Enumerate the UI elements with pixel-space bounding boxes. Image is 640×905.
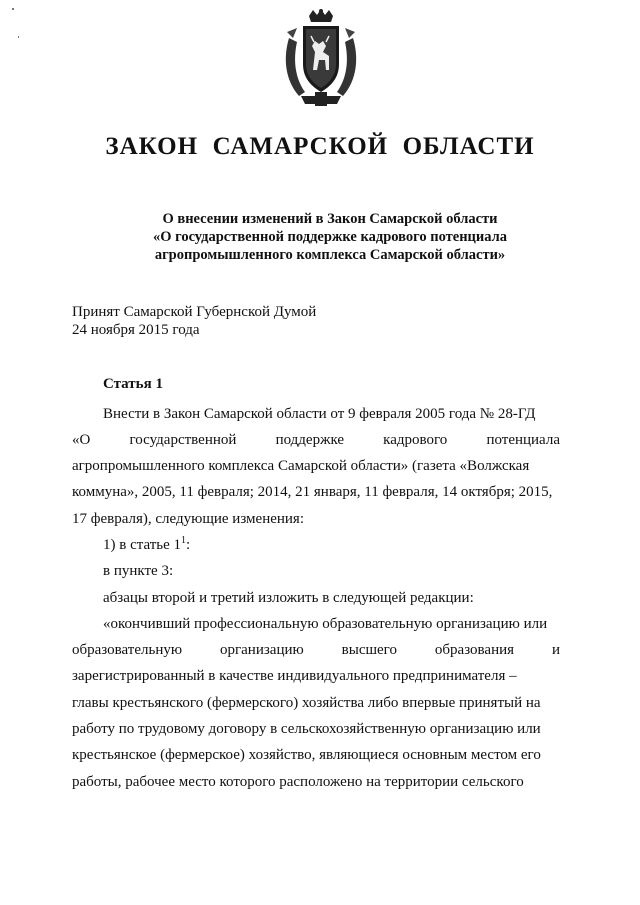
text-line: главы крестьянского (фермерского) хозяйства либо впервые принятый на [72,695,541,711]
text-line-justified [72,641,560,659]
text-line: коммуна», 2005, 11 февраля; 2014, 21 января, 11 февраля, 14 октября; 2015, [72,484,553,500]
text-line: работы, рабочее место которого расположено на территории сельского [72,774,524,790]
scan-speck [18,36,19,38]
text-line: 17 февраля), следующие изменения: [72,511,305,527]
word: организацию [220,642,304,658]
coat-of-arms-emblem [279,8,363,108]
word: образовательную [72,642,183,658]
word: высшего [341,642,397,658]
text-line: абзацы второй и третий изложить в следующей редакции: [103,590,474,606]
subtitle-line: агропромышленного комплекса Самарской области» [154,247,506,263]
text-line-justified [72,431,560,449]
adoption-info [72,303,316,339]
list-item [103,536,190,554]
item-superscript: 1 [181,535,187,546]
text-line: крестьянское (фермерское) хозяйство, являющиеся основным местом его [72,747,541,763]
word: государственной [129,432,237,448]
subtitle-line: О внесении изменений в Закон Самарской области [162,211,498,227]
text-line: «окончивший профессиональную образовательную организацию или [103,616,548,632]
word: и [551,642,560,658]
word: потенциала [486,432,560,448]
word: кадрового [383,432,448,448]
text-line: в пункте 3: [103,563,174,579]
text-line: работу по трудовому договору в сельскохозяйственную организацию или [72,721,541,737]
article-heading: Статья 1 [103,376,163,392]
document-title: ЗАКОН САМАРСКОЙ ОБЛАСТИ [105,133,535,160]
word: «О [72,432,91,448]
adoption-date: 24 ноября 2015 года [72,322,200,338]
word: поддержке [275,432,345,448]
subtitle-line: «О государственной поддержке кадрового потенциала [152,229,508,245]
text-line: агропромышленного комплекса Самарской области» (газета «Волжская [72,458,530,474]
scan-speck [12,8,14,10]
law-subtitle [80,210,580,264]
text-line: Внести в Закон Самарской области от 9 февраля 2005 года № 28-ГД [103,406,536,422]
word: образования [434,642,515,658]
item-tail: : [186,537,191,553]
adoption-body: Принят Самарской Губернской Думой [72,304,317,320]
item-text: 1) в статье 1 [103,537,182,553]
text-line: зарегистрированный в качестве индивидуального предпринимателя – [72,668,517,684]
